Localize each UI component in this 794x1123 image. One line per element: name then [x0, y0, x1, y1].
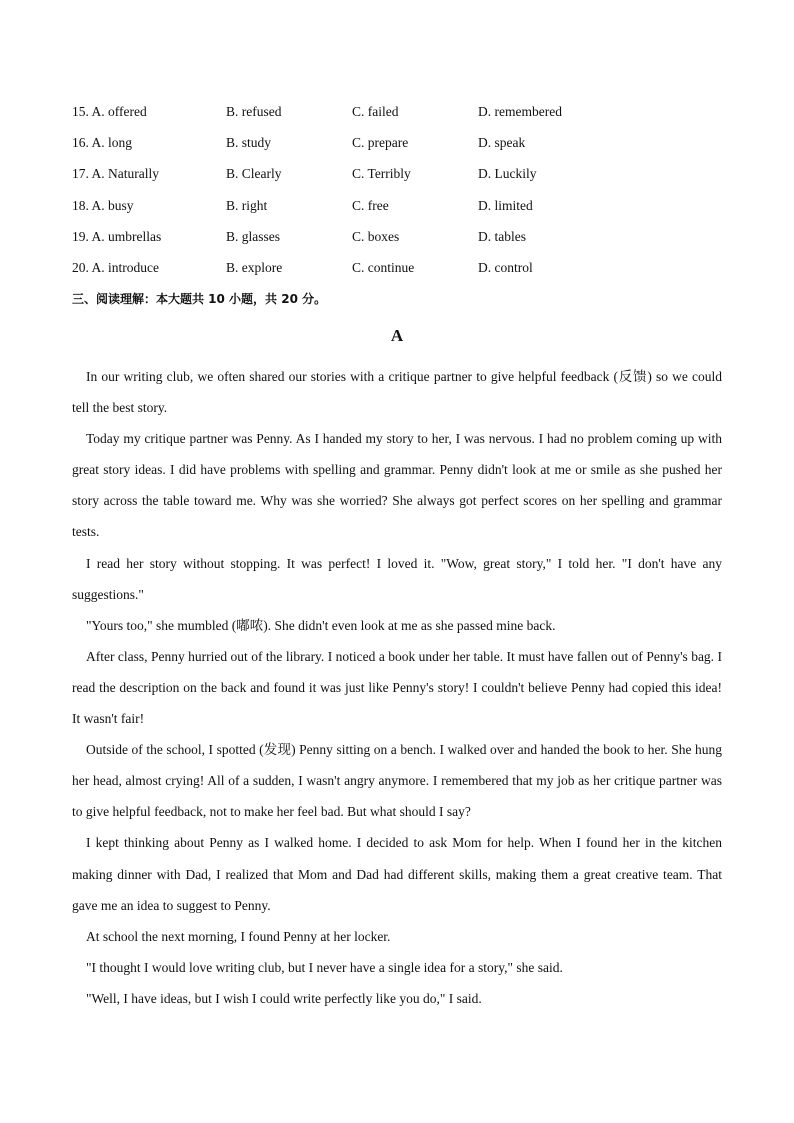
option-b: B. glasses [226, 228, 280, 244]
option-c: C. continue [352, 259, 415, 275]
option-b: B. Clearly [226, 166, 282, 182]
paragraph: Today my critique partner was Penny. As I handed my story to her, I was nervous. I had no problem coming up with great story ideas. I did have problems with spelling and grammar. Penny didn't look at me or smile as she pushed her story across the table toward me. Why was she worried? She always got perfect scores on her spelling and grammar tests. [72, 431, 722, 540]
option-a: 19. A. umbrellas [72, 228, 162, 244]
option-a: 15. A. offered [72, 104, 147, 119]
paragraph: At school the next morning, I found Penny at her locker. [86, 928, 391, 944]
paragraph: Outside of the school, I spotted (发现) Penny sitting on a bench. I walked over and handed the book to her. She hung her head, almost crying! All of a sudden, I wasn't angry anymore. I remembered that my job as her critique partner was to give helpful feedback, not to make her feel bad. But what should I say? [72, 742, 722, 820]
option-c: C. Terribly [352, 166, 411, 182]
option-d: D. control [478, 259, 533, 275]
section-heading: 三、阅读理解：本大题共 10 小题，共 20 分。 [72, 292, 327, 306]
option-row-16 [72, 132, 732, 163]
option-a: 20. A. introduce [72, 259, 159, 275]
option-a: 17. A. Naturally [72, 166, 159, 182]
paragraph: I read her story without stopping. It was perfect! I loved it. "Wow, great story," I told her. "I don't have any suggestions." [72, 555, 722, 602]
option-b: B. right [226, 197, 268, 213]
option-a: 16. A. long [72, 135, 133, 151]
option-row-17 [72, 163, 732, 194]
option-d: D. Luckily [478, 166, 537, 182]
option-d: D. limited [478, 197, 533, 213]
option-c: C. failed [352, 104, 399, 119]
option-a: 18. A. busy [72, 197, 134, 213]
option-d: D. speak [478, 135, 526, 151]
paragraph: "I thought I would love writing club, but I never have a single idea for a story," she said. [86, 959, 563, 975]
paragraph: "Well, I have ideas, but I wish I could write perfectly like you do," I said. [86, 990, 482, 1006]
option-c: C. free [352, 197, 389, 213]
option-c: C. prepare [352, 135, 409, 151]
reading-passage [72, 361, 722, 1014]
option-d: D. tables [478, 228, 526, 244]
paragraph: In our writing club, we often shared our stories with a critique partner to give helpful feedback (反馈) so we could tell the best story. [72, 369, 722, 416]
option-c: C. boxes [352, 228, 400, 244]
option-b: B. refused [226, 104, 282, 119]
option-row-18 [72, 195, 732, 226]
passage-label: A [390, 326, 404, 345]
paragraph: I kept thinking about Penny as I walked home. I decided to ask Mom for help. When I found her in the kitchen making dinner with Dad, I realized that Mom and Dad had different skills, making them a great creative team. That gave me an idea to suggest to Penny. [72, 835, 722, 913]
answer-options [72, 101, 732, 288]
option-row-15 [72, 101, 732, 132]
option-b: B. explore [226, 259, 283, 275]
option-b: B. study [226, 135, 272, 151]
option-row-19 [72, 226, 732, 257]
paragraph: "Yours too," she mumbled (嘟哝). She didn't even look at me as she passed mine back. [86, 617, 556, 633]
option-d: D. remembered [478, 104, 562, 119]
option-row-20 [72, 257, 732, 288]
paragraph: After class, Penny hurried out of the library. I noticed a book under her table. It must have fallen out of Penny's bag. I read the description on the back and found it was just like Penny's story! I couldn't believe Penny had copied this idea! It wasn't fair! [72, 648, 722, 727]
